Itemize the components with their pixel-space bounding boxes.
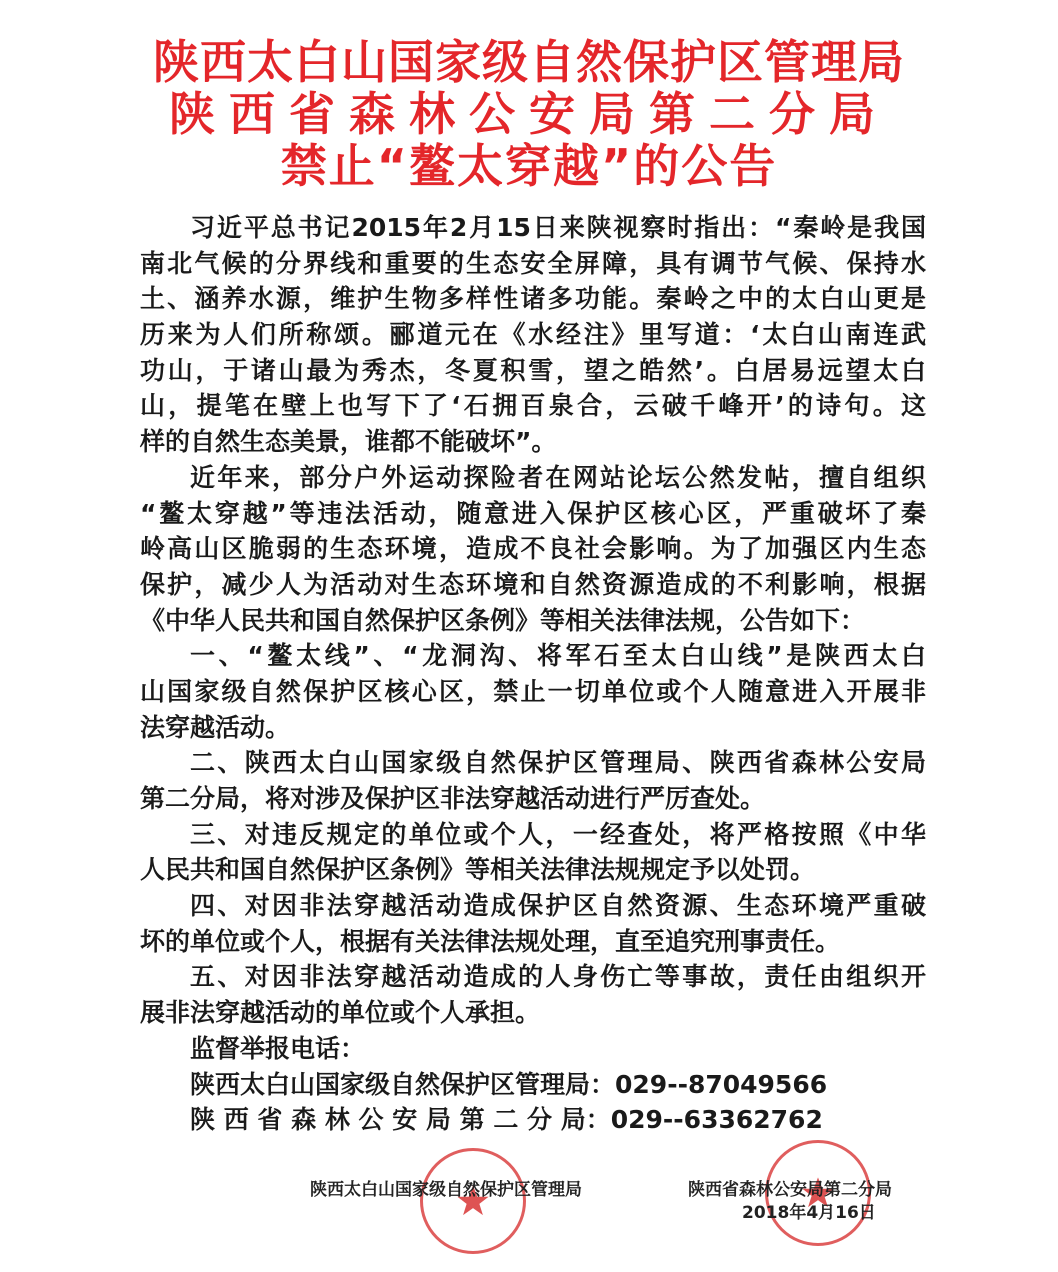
footer-issuer-1: 陕西太白山国家级自然保护区管理局 [310, 1180, 582, 1200]
footer-issuer-2: 陕西省森林公安局第二分局 [688, 1180, 892, 1200]
contact-phone: ：029--63362762 [585, 1105, 823, 1135]
paragraph-line: 岭高山区脆弱的生态环境，造成不良社会影响。为了加强区内生态 [140, 534, 926, 564]
paragraph-line: 展非法穿越活动的单位或个人承担。 [140, 998, 541, 1028]
contact-item [140, 1102, 926, 1138]
paragraph-line: 坏的单位或个人，根据有关法律法规处理，直至追究刑事责任。 [140, 926, 841, 956]
official-seal-reserve [420, 1148, 526, 1254]
paragraph-line: 山，提笔在壁上也写下了‘石拥百泉合，云破千峰开’的诗句。这 [140, 391, 926, 421]
title-line-2: 陕西省森林公安局第二分局 [169, 87, 889, 141]
contact-org: 陕西太白山国家级自然保护区管理局 [190, 1069, 591, 1099]
contact-item [140, 1067, 926, 1103]
contact-phone: ：029--87049566 [590, 1069, 828, 1099]
paragraph-line: 二、陕西太白山国家级自然保护区管理局、陕西省森林公安局 [190, 748, 926, 778]
paragraph-line: 近年来，部分户外运动探险者在网站论坛公然发帖，擅自组织 [190, 462, 926, 492]
paragraph-line: 人民共和国自然保护区条例》等相关法律法规规定予以处罚。 [140, 855, 816, 885]
paragraph-line: 法穿越活动。 [140, 712, 291, 742]
paragraph-line: 《中华人民共和国自然保护区条例》等相关法律法规，公告如下： [140, 605, 866, 635]
paragraph-line: 四、对因非法穿越活动造成保护区自然资源、生态环境严重破 [190, 891, 926, 921]
paragraph-line: 山国家级自然保护区核心区，禁止一切单位或个人随意进入开展非 [140, 676, 926, 706]
paragraph-line: 保护，减少人为活动对生态环境和自然资源造成的不利影响，根据 [140, 569, 926, 599]
paragraph-line: 五、对因非法穿越活动造成的人身伤亡等事故，责任由组织开 [190, 962, 926, 992]
paragraph-line: 土、涵养水源，维护生物多样性诸多功能。秦岭之中的太白山更是 [140, 284, 926, 314]
paragraph-line: 南北气候的分界线和重要的生态安全屏障，具有调节气候、保持水 [140, 248, 926, 278]
notice-body [140, 210, 926, 1138]
paragraph-line: 习近平总书记2015年2月15日来陕视察时指出：“秦岭是我国 [190, 213, 926, 242]
paragraph-line: 一、“鳌太线”、“龙洞沟、将军石至太白山线”是陕西太白 [190, 641, 926, 671]
title-line-1: 陕西太白山国家级自然保护区管理局 [153, 35, 905, 89]
title-line-3: 禁止“鳌太穿越”的公告 [280, 139, 778, 193]
paragraph-line: “鳌太穿越”等违法活动，随意进入保护区核心区，严重破坏了秦 [140, 498, 926, 528]
footer-date: 2018年4月16日 [742, 1203, 876, 1223]
paragraph-line: 第二分局，将对涉及保护区非法穿越活动进行严厉查处。 [140, 784, 766, 813]
contact-org: 陕 西 省 森 林 公 安 局 第 二 分 局 [190, 1105, 586, 1135]
paragraph-line: 三、对违反规定的单位或个人，一经查处，将严格按照《中华 [190, 819, 926, 849]
paragraph-line: 功山，于诸山最为秀杰，冬夏积雪，望之皓然’。白居易远望太白 [140, 355, 926, 385]
contacts-heading: 监督举报电话： [190, 1033, 366, 1063]
paragraph-line: 历来为人们所称颂。郦道元在《水经注》里写道：‘太白山南连武 [140, 320, 926, 350]
paragraph-line: 样的自然生态美景，谁都不能破坏”。 [140, 427, 557, 457]
